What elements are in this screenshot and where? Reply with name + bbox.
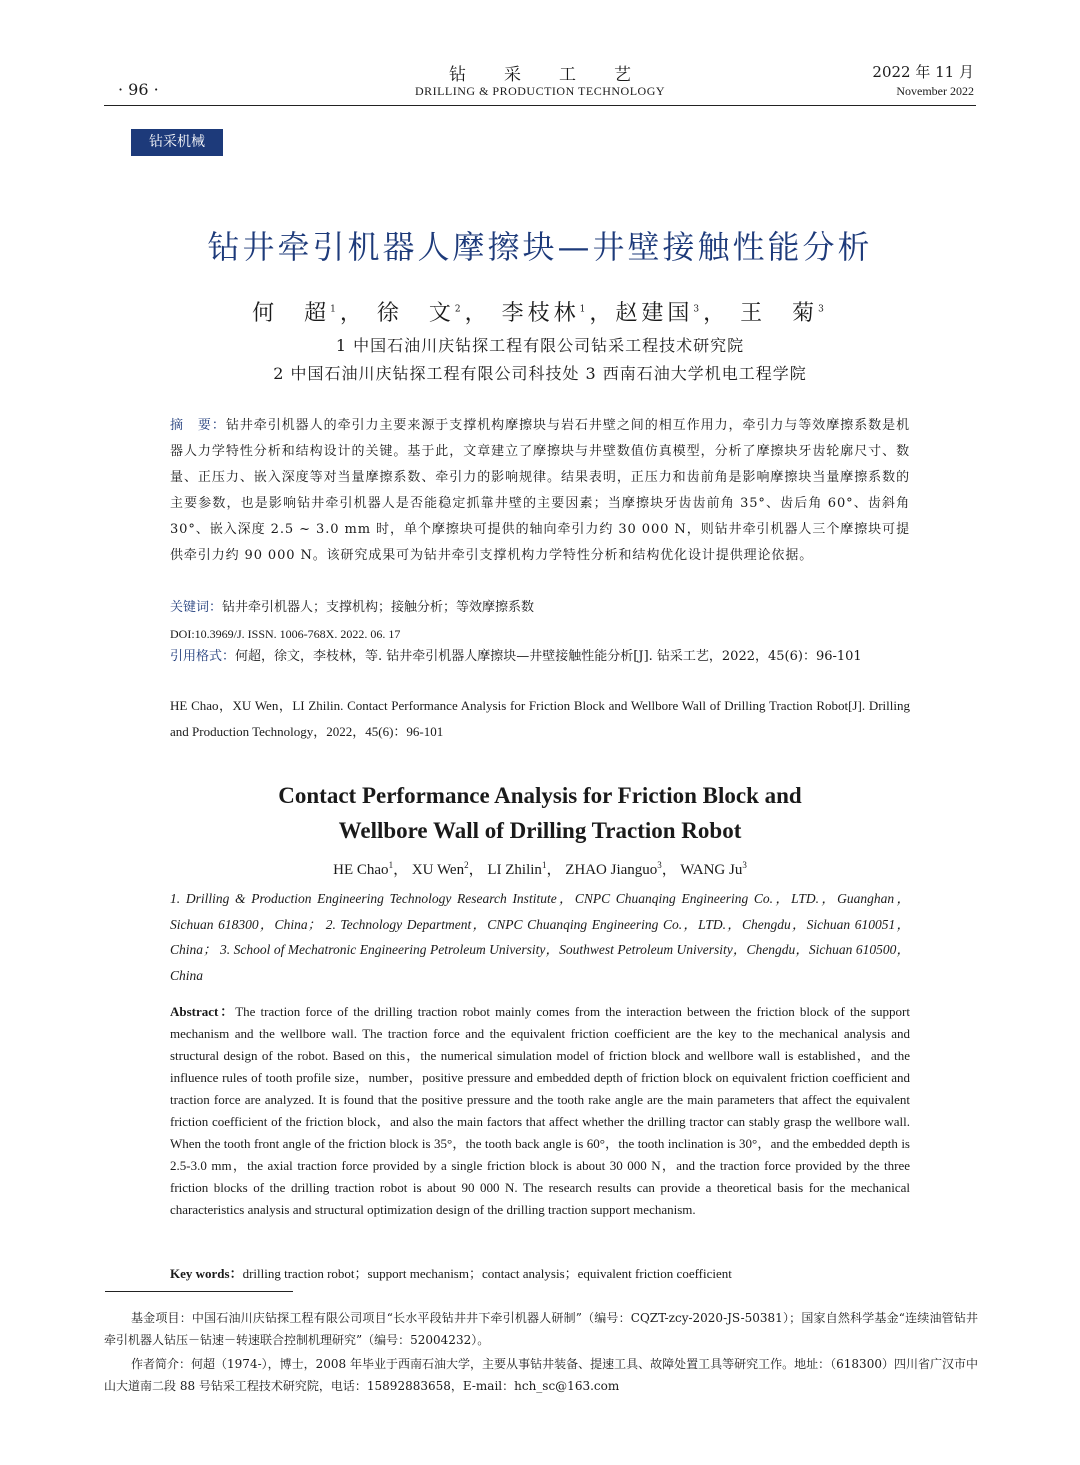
abstract-en [170, 1001, 910, 1221]
author-affil-sup: 2 [464, 860, 469, 870]
paper-title-en-line2: Wellbore Wall of Drilling Traction Robot [338, 818, 742, 843]
author-affil-sup: 3 [657, 860, 662, 870]
affiliation-en-3: 3. School of Mechatronic Engineering Petroleum University，Southwest Petroleum University，Chengdu，Sichuan 610500，China [170, 942, 910, 983]
journal-title-en: DRILLING & PRODUCTION TECHNOLOGY [414, 84, 666, 98]
abstract-cn-label: 摘 要： [170, 418, 226, 433]
journal-title-cn: 钻采工艺 [449, 65, 669, 85]
citation-cn-label: 引用格式： [170, 649, 236, 664]
footnote-funding [104, 1307, 978, 1351]
section-badge: 钻采机械 [131, 129, 223, 156]
abstract-en-label: Abstract： [170, 1004, 236, 1019]
author-affil-sup: 1 [330, 304, 340, 315]
author-affil-sup: 3 [693, 304, 704, 315]
footnote-author-label: 作者简介： [131, 1357, 192, 1371]
affiliation-en-2: 2. Technology Department，CNPC Chuanqing Engineering Co.，LTD.，Chengdu，Sichuan 610051，China； [170, 916, 911, 957]
issue-date-cn: 2022 年 11 月 [872, 63, 974, 81]
keywords-cn [170, 595, 910, 621]
paper-title-en-line1: Contact Performance Analysis for Friction Block and [278, 783, 802, 808]
author-cn: 李枝林 [501, 301, 580, 326]
author-affil-sup: 1 [388, 860, 394, 870]
affiliations-en [170, 886, 910, 988]
author-cn: 徐 文 [376, 301, 455, 326]
author-en: ZHAO Jianguo [565, 862, 658, 878]
author-affil-sup: 1 [541, 860, 547, 870]
abstract-cn [170, 413, 910, 569]
author-en: HE Chao [333, 862, 389, 878]
keywords-en-label: Key words： [170, 1266, 243, 1281]
citation-en: HE Chao，XU Wen，LI Zhilin. Contact Performance Analysis for Friction Block and Wellbore Wall of Drilling Traction Robot[J]. Drilling and Production Technology，2022，45(6)：96-101 [170, 698, 910, 739]
affiliation-en-1: 1. Drilling & Production Engineering Technology Research Institute，CNPC Chuanqing Engineering Co.，LTD.，Guanghan，Sichuan 618300，China； [170, 891, 910, 932]
footnote-funding-label: 基金项目： [131, 1311, 192, 1325]
footnote-rule [105, 1291, 293, 1292]
author-cn: 赵建国 [615, 301, 694, 326]
keywords-en-text: drilling traction robot；support mechanism；contact analysis；equivalent friction coefficient [242, 1266, 732, 1281]
citation-cn [170, 644, 910, 670]
footnote-author [104, 1353, 978, 1397]
paper-title-cn: 钻井牵引机器人摩擦块—井壁接触性能分析 [207, 228, 873, 266]
paper-title-en [0, 778, 1080, 848]
header-rule [104, 105, 976, 106]
affiliation-cn-1: 1 中国石油川庆钻探工程有限公司钻采工程技术研究院 [335, 336, 745, 355]
author-affil-sup: 2 [454, 304, 465, 315]
keywords-en [170, 1263, 910, 1285]
affiliation-cn-2: 2 中国石油川庆钻探工程有限公司科技处 3 西南石油大学机电工程学院 [273, 364, 807, 383]
author-en: LI Zhilin [487, 862, 542, 878]
author-en: XU Wen [411, 862, 465, 878]
footnote-author-text: 何超（1974-），博士，2008 年毕业于西南石油大学，主要从事钻井装备、提速工具、故障处置工具等研究工作。地址：（618300）四川省广汉市中山大道南二段 88 号钻采工程技术研究院，电话：15892883658，E-mail：hch_sc@163.com [104, 1357, 978, 1393]
abstract-en-text: The traction force of the drilling traction robot mainly comes from the interaction between the friction block of the support mechanism and the wellbore wall. The traction force and the equivalent friction coefficient are the key to the mechanical analysis and structural design of the robot. Based on this，the numerical simulation model of friction block and wellbore wall is established，and the influence rules of tooth profile size，number，positive pressure and embedded depth of friction block on equivalent friction coefficient and traction force are analyzed. It is found that the positive pressure and the tooth rake angle are the main parameters that affect the equivalent friction coefficient of the friction block，and also the main factors that affect whether the drilling tractor can stably grasp the wellbore wall. When the tooth front angle of the friction block is 35°，the tooth back angle is 60°，the tooth inclination is 30°，and the embedded depth is 2.5-3.0 mm，the axial traction force provided by a single friction block is about 30 000 N，and the traction force provided by the three friction blocks of the drilling traction robot is about 90 000 N. The research results can provide a theoretical basis for the mechanical characteristics analysis and structural optimization design of the drilling traction support mechanism. [170, 1004, 910, 1217]
page-number: · 96 · [118, 80, 159, 99]
author-cn: 何 超 [252, 301, 331, 326]
footnote-funding-text: 中国石油川庆钻探工程有限公司项目“长水平段钻井井下牵引机器人研制”（编号：CQZT-zcy-2020-JS-50381）；国家自然科学基金“连续油管钻井牵引机器人钻压－钻速－转速联合控制机理研究”（编号：52004232）。 [104, 1311, 978, 1347]
authors-en: HE Chao$^1$， XU Wen$^2$， LI Zhilin$^1$， ZHAO Jianguo$^3$， WANG Ju$^3$ [333, 860, 747, 878]
issue-date-en: November 2022 [896, 84, 974, 98]
author-affil-sup: 3 [742, 860, 747, 870]
author-cn: 王 菊 [740, 301, 819, 326]
keywords-cn-label: 关键词： [170, 600, 223, 615]
keywords-cn-text: 钻井牵引机器人；支撑机构；接触分析；等效摩擦系数 [222, 600, 535, 615]
citation-cn-text: 何超，徐文，李枝林，等. 钻井牵引机器人摩擦块—井壁接触性能分析[J]. 钻采工艺，2022，45(6)：96-101 [235, 649, 862, 664]
author-en: WANG Ju [680, 862, 743, 878]
doi: DOI:10.3969/J. ISSN. 1006-768X. 2022. 06. 17 [170, 627, 401, 641]
abstract-cn-text: 钻井牵引机器人的牵引力主要来源于支撑机构摩擦块与岩石井壁之间的相互作用力，牵引力与等效摩擦系数是机器人力学特性分析和结构设计的关键。基于此，文章建立了摩擦块与井壁数值仿真模型，分析了摩擦块牙齿轮廓尺寸、数量、正压力、嵌入深度等对当量摩擦系数、牵引力的影响规律。结果表明，正压力和齿前角是影响摩擦块当量摩擦系数的主要参数，也是影响钻井牵引机器人是否能稳定抓靠井壁的主要因素；当摩擦块牙齿齿前角 35°、齿后角 60°、齿斜角 30°、嵌入深度 2.5 ~ 3.0 mm 时，单个摩擦块可提供的轴向牵引力约 30 000 N，则钻井牵引机器人三个摩擦块可提供牵引力约 90 000 N。该研究成果可为钻井牵引支撑机构力学特性分析和结构优化设计提供理论依据。 [170, 418, 910, 563]
author-affil-sup: 1 [579, 304, 590, 315]
author-affil-sup: 3 [818, 304, 828, 315]
authors-cn: 何 超$^1$， 徐 文$^2$， 李枝林$^1$，赵建国$^3$， 王 菊$^3$ [252, 301, 828, 326]
